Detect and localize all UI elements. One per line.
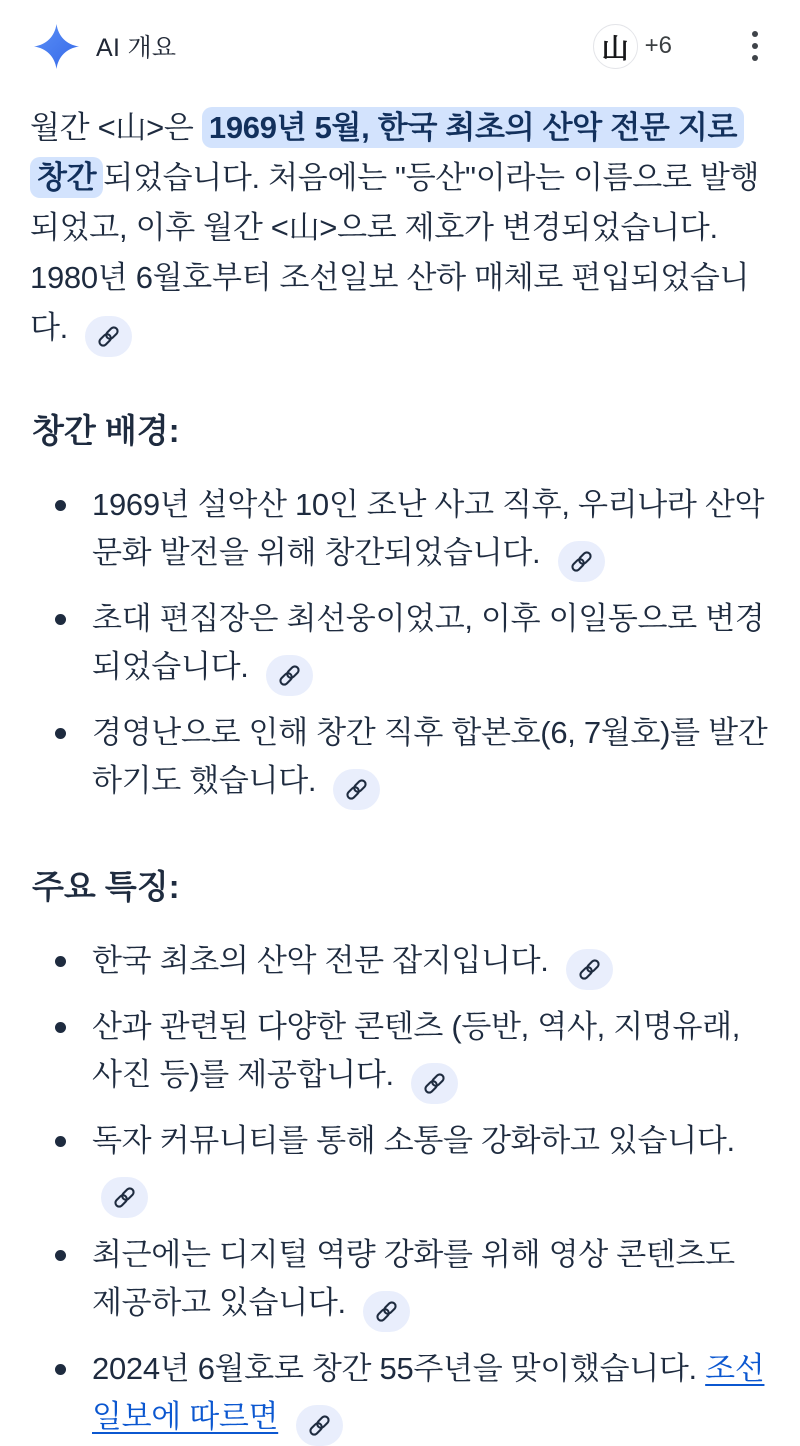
section-heading-key-features: 주요 특징: (32, 868, 180, 905)
link-icon (577, 957, 602, 982)
list-item-text: 1969년 설악산 10인 조난 사고 직후, 우리나라 산악 문화 발전을 위해 창간되었습니다. (92, 487, 765, 570)
list-item (92, 1231, 770, 1332)
ai-overview-header (30, 22, 770, 70)
link-icon (569, 549, 594, 574)
list-item (92, 709, 770, 810)
list-item (92, 1003, 770, 1104)
paragraph-text: 되었습니다. 처음에는 "등산"이라는 이름으로 발행되었고, 이후 월간 <山>으로 제호가 변경되었습니다. 1980년 6월호부터 조선일보 산하 매체로 편입되었습니다. (30, 160, 760, 345)
link-icon (96, 324, 121, 349)
list-item (92, 1117, 770, 1218)
citation-chip[interactable] (333, 769, 380, 810)
section-heading-founding-background: 창간 배경: (32, 412, 180, 449)
header-actions (593, 24, 770, 69)
founding-background-list (30, 481, 770, 810)
list-item (92, 1345, 770, 1446)
link-icon (374, 1299, 399, 1324)
citation-chip[interactable] (85, 316, 132, 357)
list-item-text: 한국 최초의 산악 전문 잡지입니다. (92, 943, 549, 978)
link-icon (277, 663, 302, 688)
link-icon (344, 777, 369, 802)
gemini-sparkle-icon (34, 24, 79, 69)
link-icon (112, 1185, 137, 1210)
list-item-text: 2024년 6월호로 창간 55주년을 맞이했습니다. (92, 1351, 706, 1386)
page-title: AI 개요 (96, 34, 177, 62)
link-icon (307, 1413, 332, 1438)
source-favicon-badge: 山 (593, 24, 638, 69)
list-item-text: 산과 관련된 다양한 콘텐츠 (등반, 역사, 지명유래, 사진 등)를 제공합니다. (92, 1009, 741, 1092)
list-item (92, 937, 770, 990)
list-item-text: 독자 커뮤니티를 통해 소통을 강화하고 있습니다. (92, 1123, 735, 1158)
more-options-icon[interactable] (748, 27, 762, 65)
key-features-list (30, 937, 770, 1446)
citation-chip[interactable] (558, 541, 605, 582)
list-item (92, 595, 770, 696)
overview-paragraph (30, 103, 770, 357)
citation-chip[interactable] (101, 1177, 148, 1218)
list-item-text: 경영난으로 인해 창간 직후 합본호(6, 7월호)를 발간하기도 했습니다. (92, 715, 768, 798)
citation-chip[interactable] (411, 1063, 458, 1104)
paragraph-text: 월간 <山>은 (30, 110, 202, 145)
list-item-text: 초대 편집장은 최선웅이었고, 이후 이일동으로 변경되었습니다. (92, 601, 765, 684)
citation-chip[interactable] (266, 655, 313, 696)
sources-chip[interactable] (593, 24, 672, 69)
source-text-link[interactable]: 조선일보에 따르면 (92, 1351, 765, 1434)
more-sources-count: +6 (644, 32, 672, 59)
citation-chip[interactable] (566, 949, 613, 990)
citation-chip[interactable] (363, 1291, 410, 1332)
citation-chip[interactable] (296, 1405, 343, 1446)
list-item-text: 최근에는 디지털 역량 강화를 위해 영상 콘텐츠도 제공하고 있습니다. (92, 1237, 735, 1320)
list-item (92, 481, 770, 582)
highlighted-answer: 1969년 5월, 한국 최초의 산악 전문 지로 창간 (30, 107, 744, 198)
link-icon (422, 1071, 447, 1096)
